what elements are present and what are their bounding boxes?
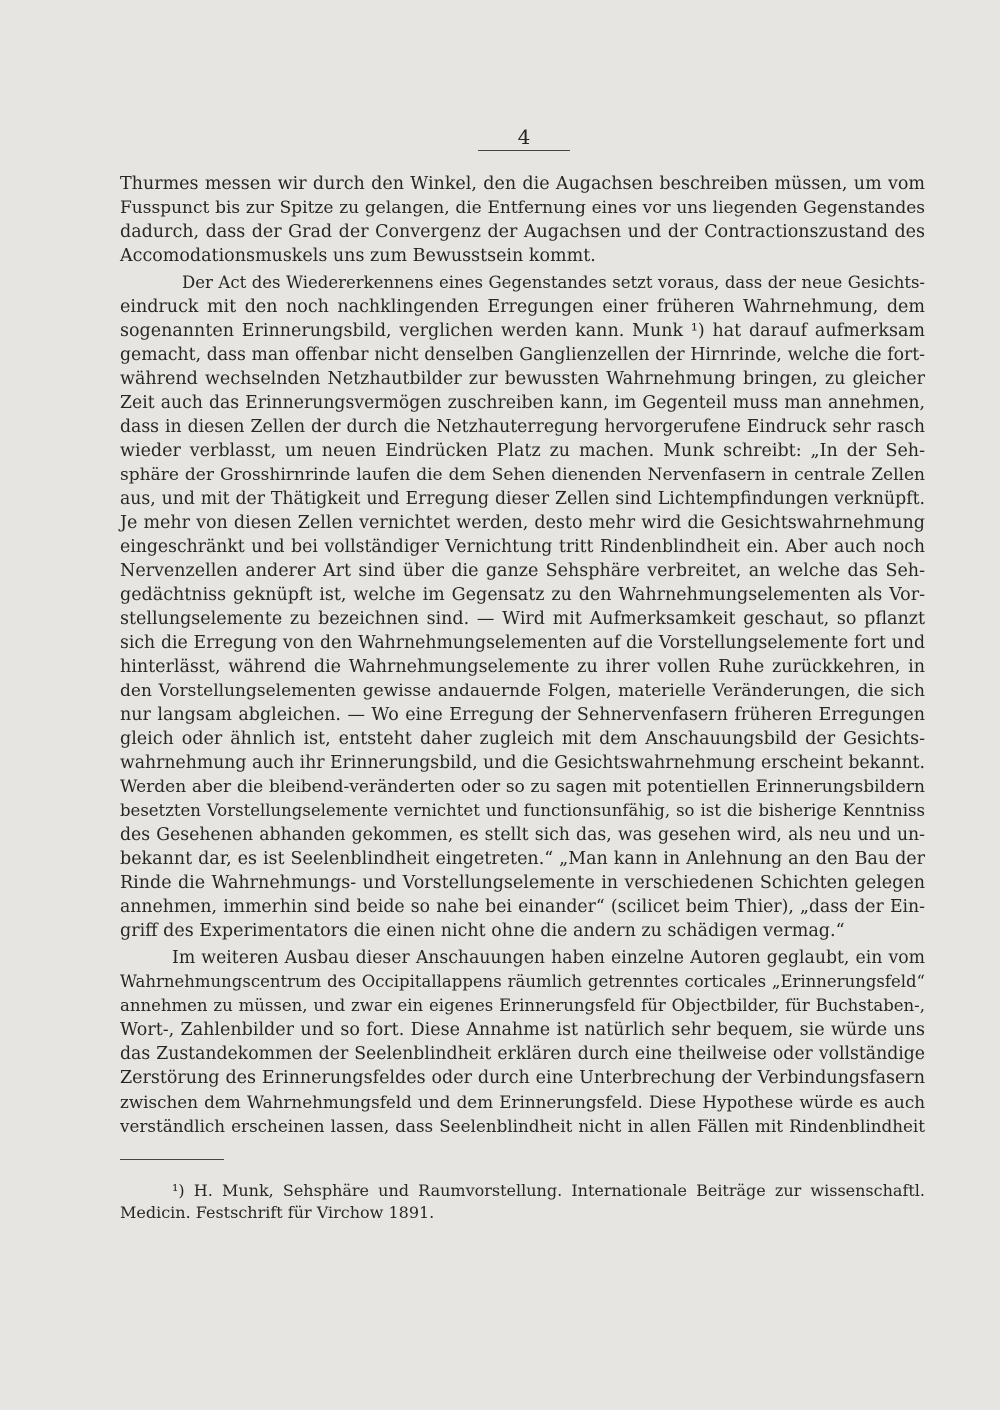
footnote-line: Medicin. Festschrift für Virchow 1891. [120,1203,435,1222]
text-line: sphäre der Grosshirnrinde laufen die dem Sehen dienenden Nervenfasern in centrale Zellen [120,465,925,485]
text-line: Zeit auch das Erinnerungsvermögen zuschreiben kann, im Gegenteil muss man annehmen, [120,393,925,413]
text-line: wahrnehmung auch ihr Erinnerungsbild, und die Gesichtswahrnehmung erscheint bekannt. [120,753,925,773]
text-line: gemacht, dass man offenbar nicht denselben Ganglienzellen der Hirnrinde, welche die fort- [120,345,925,365]
text-line: das Zustandekommen der Seelenblindheit erklären durch eine theilweise oder vollständige [120,1044,925,1064]
text-line: aus, und mit der Thätigkeit und Erregung dieser Zellen sind Lichtempfindungen verknüpft. [120,489,925,509]
text-line: Werden aber die bleibend-veränderten oder so zu sagen mit potentiellen Erinnerungsbildern [120,777,925,797]
text-line: verständlich erscheinen lassen, dass Seelenblindheit nicht in allen Fällen mit Rindenblindheit [120,1116,925,1136]
text-line: eingeschränkt und bei vollständiger Vernichtung tritt Rindenblindheit ein. Aber auch noch [120,537,925,557]
text-line: nur langsam abgleichen. — Wo eine Erregung der Sehnervenfasern früheren Erregungen [120,705,925,725]
footnote-line: ¹) H. Munk, Sehsphäre und Raumvorstellung. Internationale Beiträge zur wissenschaftl. [172,1181,925,1200]
text-line: Accomodationsmuskels uns zum Bewusstsein kommt. [120,246,596,266]
text-line: griff des Experimentators die einen nicht ohne die andern zu schädigen vermag.“ [120,921,845,941]
text-line: annehmen zu müssen, und zwar ein eigenes Erinnerungsfeld für Objectbilder, für Buchstaben-, [120,996,925,1015]
text-line: Der Act des Wiedererkennens eines Gegenstandes setzt voraus, dass der neue Gesichts- [182,273,925,292]
text-line: während wechselnden Netzhautbilder zur bewussten Wahrnehmung bringen, zu gleicher [120,369,925,389]
text-line: Thurmes messen wir durch den Winkel, den die Augachsen beschreiben müssen, um vom [120,174,925,194]
text-line: dadurch, dass der Grad der Convergenz der Augachsen und der Contractionszustand des [120,222,925,242]
text-line: gleich oder ähnlich ist, entsteht daher zugleich mit dem Anschauungsbild der Gesichts- [120,729,925,749]
text-line: zwischen dem Wahrnehmungsfeld und dem Erinnerungsfeld. Diese Hypothese würde es auch [120,1092,925,1112]
page-number: 4 [517,125,531,149]
text-line: den Vorstellungselementen gewisse andauernde Folgen, materielle Veränderungen, die sich [120,681,925,701]
text-line: sich die Erregung von den Wahrnehmungselementen auf die Vorstellungselemente fort und [120,633,925,653]
page-number-rule [478,150,570,151]
text-line: stellungselemente zu bezeichnen sind. — Wird mit Aufmerksamkeit geschaut, so pflanzt [120,609,925,629]
text-line: Rinde die Wahrnehmungs- und Vorstellungselemente in verschiedenen Schichten gelegen [120,873,925,893]
text-line: hinterlässt, während die Wahrnehmungselemente zu ihrer vollen Ruhe zurückkehren, in [120,657,925,677]
text-line: dass in diesen Zellen der durch die Netzhauterregung hervorgerufene Eindruck sehr rasch [120,417,925,437]
text-line: Wahrnehmungscentrum des Occipitallappens räumlich getrenntes corticales „Erinnerungsfeld“ [120,972,925,991]
text-line: Zerstörung des Erinnerungsfeldes oder durch eine Unterbrechung der Verbindungsfasern [120,1068,925,1088]
text-line: gedächtniss geknüpft ist, welche im Gegensatz zu den Wahrnehmungselementen als Vor- [120,585,925,605]
text-line: bekannt dar, es ist Seelenblindheit eingetreten.“ „Man kann in Anlehnung an den Bau der [120,849,925,869]
text-line: Nervenzellen anderer Art sind über die ganze Sehsphäre verbreitet, an welche das Seh- [120,561,925,581]
text-line: eindruck mit den noch nachklingenden Erregungen einer früheren Wahrnehmung, dem [120,297,925,317]
text-line: wieder verblasst, um neuen Eindrücken Platz zu machen. Munk schreibt: „In der Seh- [120,441,925,461]
text-line: Fusspunct bis zur Spitze zu gelangen, die Entfernung eines vor uns liegenden Gegenstandes [120,198,925,218]
text-line: Je mehr von diesen Zellen vernichtet werden, desto mehr wird die Gesichtswahrnehmung [120,513,925,533]
footnote-rule [120,1159,224,1160]
text-line: annehmen, immerhin sind beide so nahe bei einander“ (scilicet beim Thier), „dass der Ein- [120,897,925,917]
text-line: besetzten Vorstellungselemente vernichtet und functionsunfähig, so ist die bisherige Kenntniss [120,801,925,820]
text-line: Wort-, Zahlenbilder und so fort. Diese Annahme ist natürlich sehr bequem, sie würde uns [120,1020,925,1040]
text-line: sogenannten Erinnerungsbild, verglichen werden kann. Munk ¹) hat darauf aufmerksam [120,321,925,341]
text-line: des Gesehenen abhanden gekommen, es stellt sich das, was gesehen wird, als neu und un- [120,825,925,845]
text-line: Im weiteren Ausbau dieser Anschauungen haben einzelne Autoren geglaubt, ein vom [172,948,925,968]
